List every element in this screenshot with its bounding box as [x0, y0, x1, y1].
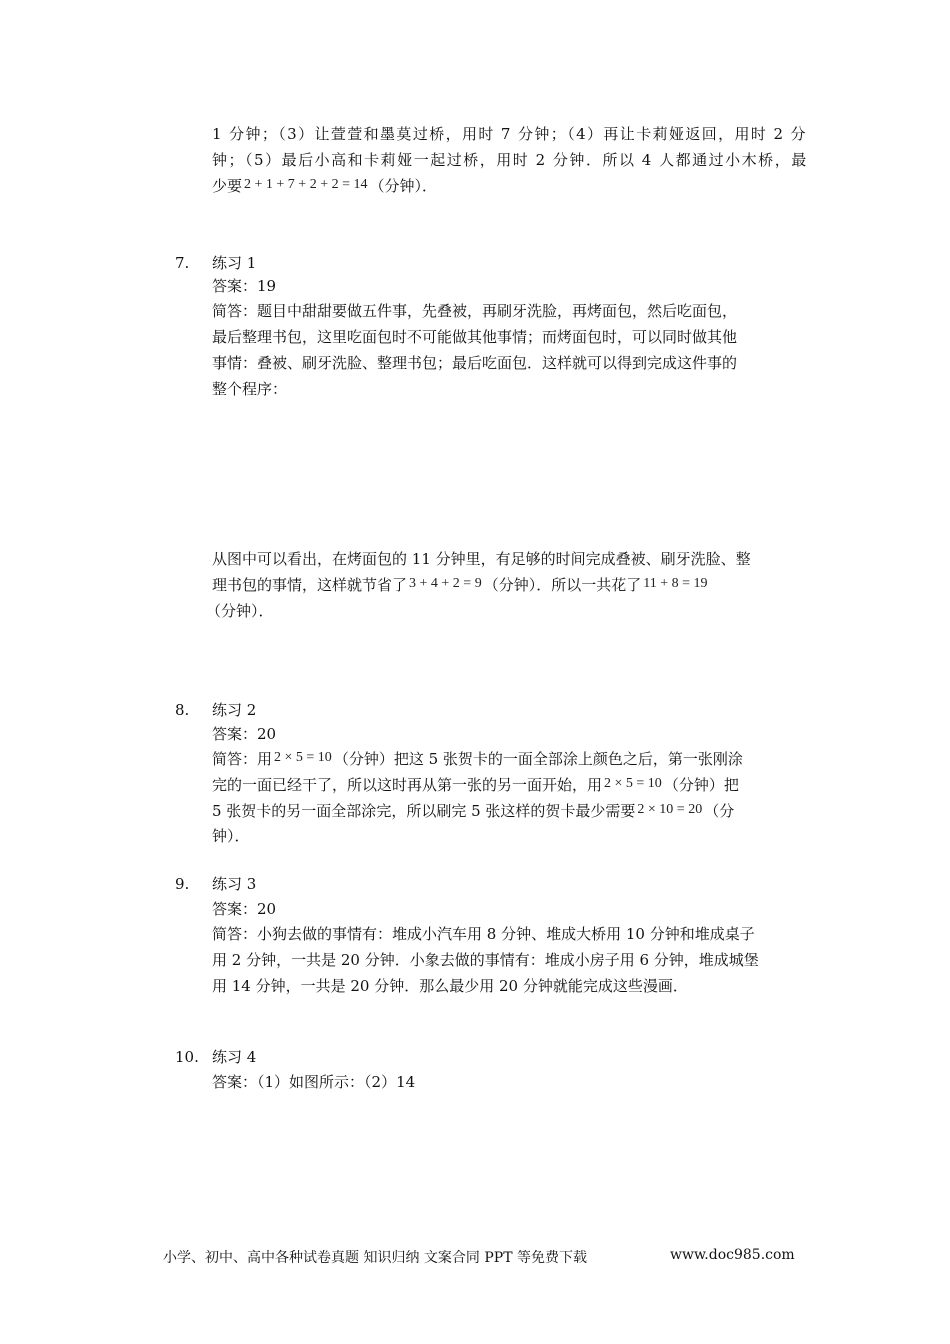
math-expression: 2 × 10 = 20 [637, 802, 703, 817]
q8-brief-line-2-pre: 完的一面已经干了，所以这时再从第一张的另一面开始，用 [212, 776, 603, 794]
continued-line-3-pre: 少要 [212, 177, 243, 195]
q7-after-line-2-pre: 理书包的事情，这样就节省了 [212, 576, 408, 594]
q7-answer: 答案：19 [212, 277, 277, 295]
math-expression: 3 + 4 + 2 = 9 [409, 576, 482, 591]
q8-brief-line-4: 钟）． [212, 827, 250, 845]
footer-link[interactable]: www.doc985.com [670, 1247, 795, 1263]
math-expression: 2 × 5 = 10 [604, 776, 662, 791]
q9-answer: 答案：20 [212, 900, 277, 918]
q9-brief-line-3: 用 14 分钟，一共是 20 分钟．那么最少用 20 分钟就能完成这些漫画． [212, 977, 688, 995]
q9-title: 练习 3 [212, 875, 257, 893]
q10-answer: 答案：（1）如图所示：（2）14 [212, 1073, 416, 1091]
q9-brief-line-1: 简答：小狗去做的事情有：堆成小汽车用 8 分钟、堆成大桥用 10 分钟和堆成桌子 [212, 925, 755, 943]
question-number-7: 7. [175, 254, 190, 272]
q7-brief-line-1: 简答：题目中甜甜要做五件事，先叠被，再刷牙洗脸，再烤面包，然后吃面包， [212, 302, 738, 320]
q7-after-line-2-mid: （分钟）．所以一共花了 [483, 576, 642, 594]
q9-brief-line-2: 用 2 分钟，一共是 20 分钟．小象去做的事情有：堆成小房子用 6 分钟，堆成城堡 [212, 951, 759, 969]
math-expression: 11 + 8 = 19 [643, 576, 708, 591]
q7-after-line-2 [212, 575, 710, 597]
q8-brief-line-1-pre: 简答：用 [212, 750, 273, 768]
q7-title: 练习 1 [212, 254, 257, 272]
q8-title: 练习 2 [212, 701, 257, 719]
question-number-8: 8. [175, 701, 190, 719]
q7-after-line-3: （分钟）． [206, 602, 274, 620]
continued-line-2: 钟；（5）最后小高和卡莉娅一起过桥，用时 2 分钟．所以 4 人都通过小木桥，最 [212, 151, 808, 169]
q7-brief-line-2: 最后整理书包，这里吃面包时不可能做其他事情；而烤面包时，可以同时做其他 [212, 328, 738, 346]
q7-brief-line-3: 事情：叠被、刷牙洗脸、整理书包；最后吃面包．这样就可以得到完成这件事的 [212, 354, 738, 372]
math-expression: 2 + 1 + 7 + 2 + 2 = 14 [244, 177, 368, 192]
q7-brief-line-4: 整个程序： [212, 380, 288, 398]
footer-text: 小学、初中、高中各种试卷真题 知识归纳 文案合同 PPT 等免费下载 [163, 1250, 587, 1266]
q8-brief-line-1-post: （分钟）把这 5 张贺卡的一面全部涂上颜色之后，第一张刚涂 [333, 750, 743, 768]
q7-after-line-1: 从图中可以看出，在烤面包的 11 分钟里，有足够的时间完成叠被、刷牙洗脸、整 [212, 550, 751, 568]
q10-title: 练习 4 [212, 1048, 257, 1066]
question-number-10: 10. [175, 1048, 199, 1066]
continued-line-3-post: （分钟）． [369, 177, 438, 195]
q8-brief-line-3-pre: 5 张贺卡的另一面全部涂完，所以刷完 5 张这样的贺卡最少需要 [212, 802, 636, 820]
q8-brief-line-3-post: （分 [704, 802, 735, 820]
q8-answer: 答案：20 [212, 725, 277, 743]
continued-line-1: 1 分钟；（3）让萱萱和墨莫过桥，用时 7 分钟；（4）再让卡莉娅返回，用时 2 分 [212, 125, 807, 143]
q8-brief-line-2 [212, 775, 739, 797]
math-expression: 2 × 5 = 10 [274, 750, 332, 765]
q8-brief-line-1 [212, 749, 743, 771]
question-number-9: 9. [175, 875, 190, 893]
q8-brief-line-2-post: （分钟）把 [663, 776, 739, 794]
q8-brief-line-3 [212, 801, 734, 823]
continued-line-3 [212, 176, 437, 198]
